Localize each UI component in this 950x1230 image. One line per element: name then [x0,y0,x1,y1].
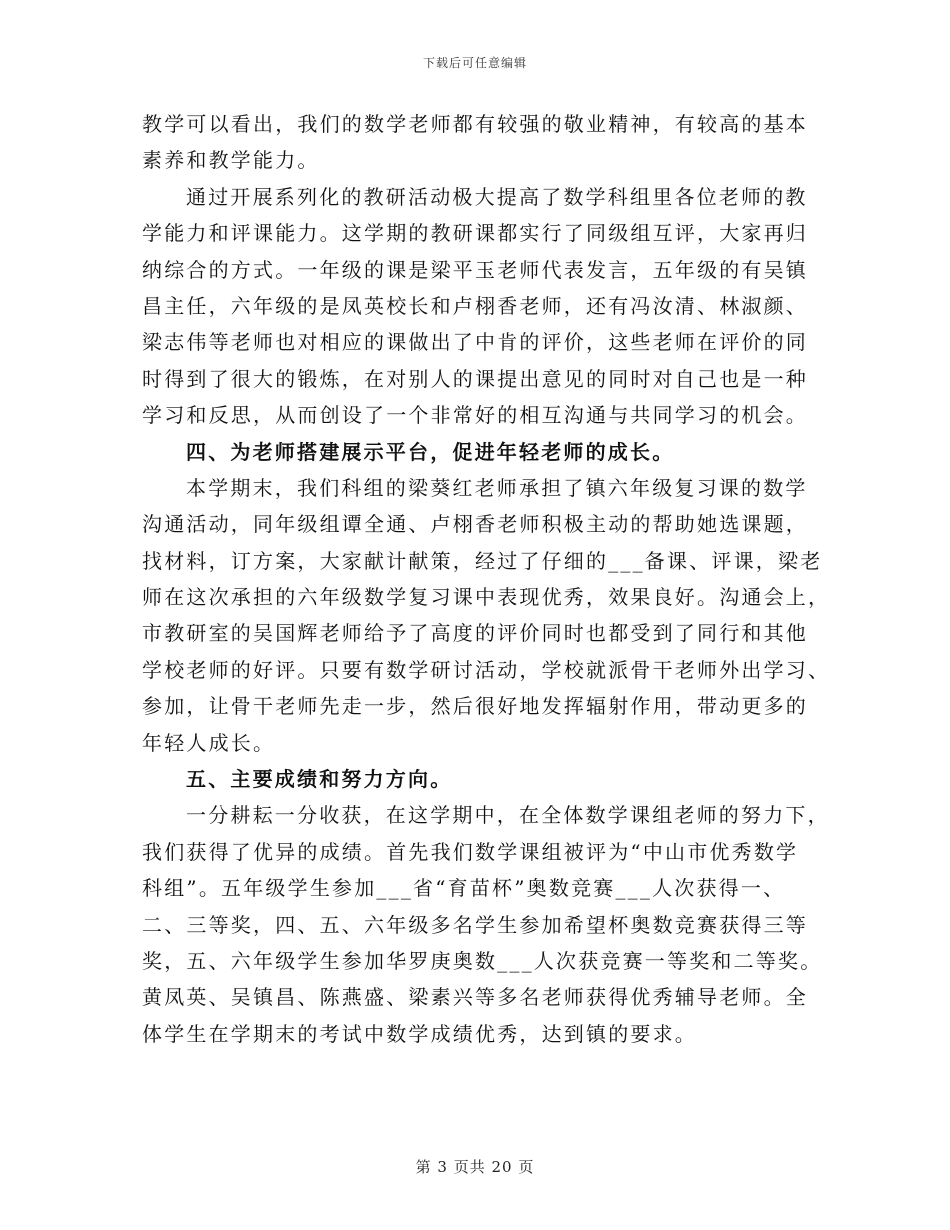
paragraph-line: 奖，五、六年级学生参加华罗庚奥数___人次获竞赛一等奖和二等奖。 [142,948,823,973]
paragraph-line: 体学生在学期末的考试中数学成绩优秀，达到镇的要求。 [142,1021,697,1046]
section-heading: 五、主要成绩和努力方向。 [186,767,453,792]
paragraph-line: 纳综合的方式。一年级的课是梁平玉老师代表发言，五年级的有吴镇 [142,257,808,282]
document-body [142,106,831,1052]
paragraph-line: 本学期末，我们科组的梁葵红老师承担了镇六年级复习课的数学 [186,475,808,500]
paragraph-line: 二、三等奖，四、五、六年级多名学生参加希望杯奥数竞赛获得三等 [142,912,808,937]
paragraph-line: 找材料，订方案，大家献计献策，经过了仔细的___备课、评课，梁老 [142,548,823,573]
paragraph-line: 年轻人成长。 [142,730,276,755]
paragraph-line: 科组”。五年级学生参加___省“育苗杯”奥数竞赛___人次获得一、 [142,876,786,901]
paragraph-line: 师在这次承担的六年级数学复习课中表现优秀，效果良好。沟通会上， [142,585,831,610]
paragraph-line: 学校老师的好评。只要有数学研讨活动，学校就派骨干老师外出学习、 [142,657,831,682]
paragraph-line: 沟通活动，同年级组谭全通、卢栩香老师积极主动的帮助她选课题， [142,512,808,537]
paragraph-line: 一分耕耘一分收获，在这学期中，在全体数学课组老师的努力下， [186,803,830,828]
page-header: 下载后可任意编辑 [422,56,527,70]
section-heading: 四、为老师搭建展示平台，促进年轻老师的成长。 [186,439,675,464]
paragraph-line: 教学可以看出，我们的数学老师都有较强的敬业精神，有较高的基本 [142,112,808,136]
paragraph-line: 我们获得了优异的成绩。首先我们数学课组被评为“中山市优秀数学 [142,839,799,864]
paragraph-line: 市教研室的吴国辉老师给予了高度的评价同时也都受到了同行和其他 [142,621,808,646]
paragraph-line: 学习和反思，从而创设了一个非常好的相互沟通与共同学习的机会。 [142,403,808,428]
paragraph-line: 昌主任，六年级的是凤英校长和卢栩香老师，还有冯汝清、林淑颜、 [142,293,808,318]
paragraph-line: 学能力和评课能力。这学期的教研课都实行了同级组互评，大家再归 [142,221,808,246]
paragraph-line: 参加，让骨干老师先走一步，然后很好地发挥辐射作用，带动更多的 [142,694,808,719]
paragraph-line: 素养和教学能力。 [142,148,320,173]
paragraph-line: 时得到了很大的锻炼，在对别人的课提出意见的同时对自己也是一种 [142,366,808,391]
page-number: 第 3 页共 20 页 [415,1158,535,1176]
paragraph-line: 黄凤英、吴镇昌、陈燕盛、梁素兴等多名老师获得优秀辅导老师。全 [142,985,808,1010]
paragraph-line: 通过开展系列化的教研活动极大提高了数学科组里各位老师的教 [186,184,808,209]
paragraph-line: 梁志伟等老师也对相应的课做出了中肯的评价，这些老师在评价的同 [142,330,808,355]
